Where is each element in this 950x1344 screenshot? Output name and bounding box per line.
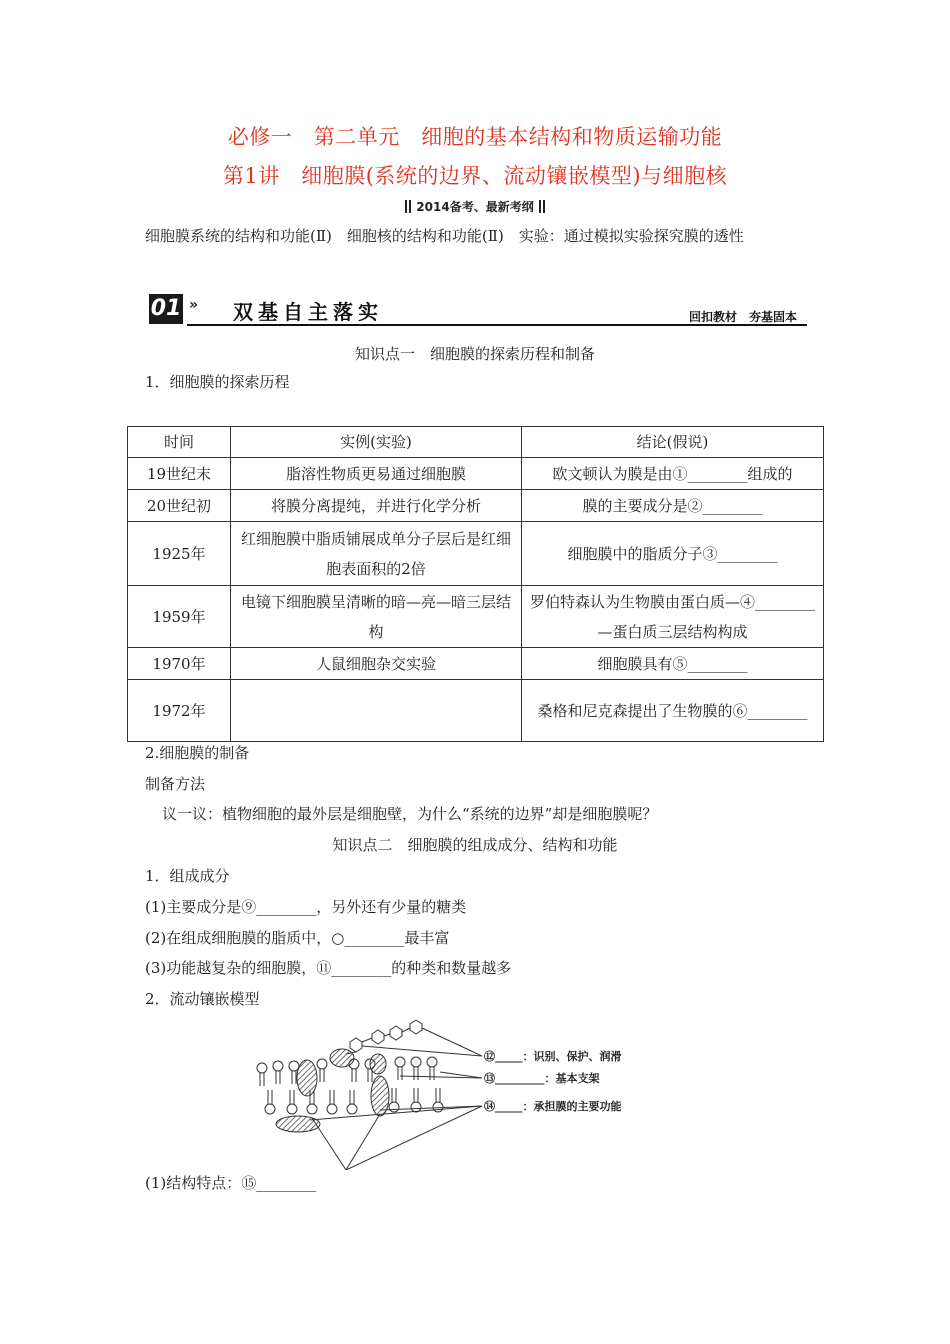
- cell-example: 将膜分离提纯，并进行化学分析: [231, 490, 522, 522]
- label-lipid-bilayer: ⑬_________：基本支架: [484, 1072, 600, 1085]
- cell-example: 脂溶性物质更易通过细胞膜: [231, 458, 522, 490]
- section-number: 01: [149, 294, 183, 324]
- kp2-p3: (3)功能越复杂的细胞膜，⑪________的种类和数量越多: [145, 959, 512, 977]
- section-header: [147, 292, 807, 328]
- cell-conclusion: 膜的主要成分是②________: [522, 490, 824, 522]
- col-header-example: 实例(实验): [231, 427, 522, 458]
- phospholipid-lower-layer: [265, 1088, 443, 1114]
- section-subtitle: 回扣教材 夯基固本: [688, 310, 797, 324]
- fluid-mosaic-diagram: [250, 1020, 650, 1170]
- kp2-item2: 2．流动镶嵌模型: [145, 990, 260, 1008]
- kp2-p4: (1)结构特点：⑮________: [145, 1174, 317, 1192]
- page-title: 必修一 第二单元 细胞的基本结构和物质运输功能: [227, 125, 723, 149]
- cell-example: 电镜下细胞膜呈清晰的暗—亮—暗三层结构: [231, 586, 522, 648]
- cell-time: 1925年: [128, 522, 231, 586]
- double-arrow-icon: »: [189, 297, 199, 313]
- cell-conclusion: 罗伯特森认为生物膜由蛋白质—④________—蛋白质三层结构构成: [522, 586, 824, 648]
- kp2-item1: 1．组成成分: [145, 867, 230, 885]
- cell-time: 19世纪末: [128, 458, 231, 490]
- table-row: [128, 586, 824, 648]
- kp1-heading: 知识点一 细胞膜的探索历程和制备: [354, 345, 595, 363]
- cell-example: 红细胞膜中脂质铺展成单分子层后是红细胞表面积的2倍: [231, 522, 522, 586]
- cell-time: 1959年: [128, 586, 231, 648]
- label-glycoprotein: ⑫_____：识别、保护、润滑: [484, 1050, 622, 1063]
- lesson-title: 第1讲 细胞膜(系统的边界、流动镶嵌模型)与细胞核: [222, 164, 728, 188]
- cell-conclusion: 桑格和尼克森提出了生物膜的⑥________: [522, 680, 824, 742]
- history-table: [127, 426, 824, 742]
- cell-conclusion: 细胞膜中的脂质分子③________: [522, 522, 824, 586]
- section-title: 双基自主落实: [233, 300, 383, 324]
- kp2-p2: (2)在组成细胞膜的脂质中，○________最丰富: [145, 929, 450, 947]
- cell-example: [231, 680, 522, 742]
- exam-outline-badge: [0, 198, 950, 215]
- label-protein: ⑭_____：承担膜的主要功能: [484, 1100, 622, 1113]
- kp1-item1: 1．细胞膜的探索历程: [145, 373, 290, 391]
- cell-time: 20世纪初: [128, 490, 231, 522]
- discussion-text: 议一议：植物细胞的最外层是细胞壁，为什么“系统的边界”却是细胞膜呢？: [162, 805, 658, 823]
- table-header-row: [128, 427, 824, 458]
- cell-time: 1970年: [128, 648, 231, 680]
- membrane-illustration: [250, 1020, 650, 1170]
- section-rule: [187, 324, 807, 326]
- cell-example: 人鼠细胞杂交实验: [231, 648, 522, 680]
- cell-conclusion: 欧文顿认为膜是由①________组成的: [522, 458, 824, 490]
- kp2-p1: (1)主要成分是⑨________，另外还有少量的糖类: [145, 898, 467, 916]
- cell-conclusion: 细胞膜具有⑤________: [522, 648, 824, 680]
- table-row: [128, 490, 824, 522]
- table-row: [128, 458, 824, 490]
- col-header-time: 时间: [128, 427, 231, 458]
- glycoprotein-chain: [346, 1020, 422, 1054]
- kp1-item2-sub: 制备方法: [145, 775, 206, 793]
- cell-time: 1972年: [128, 680, 231, 742]
- diagram-labels: [484, 1049, 622, 1113]
- kp1-item2: 2.细胞膜的制备: [145, 744, 250, 762]
- kp2-heading: 知识点二 细胞膜的组成成分、结构和功能: [332, 836, 618, 854]
- table-row: [128, 648, 824, 680]
- col-header-conclusion: 结论(假说): [522, 427, 824, 458]
- table-row: [128, 680, 824, 742]
- badge-label: 2014备考、最新考纲: [416, 200, 534, 214]
- outline-text: 细胞膜系统的结构和功能(Ⅱ) 细胞核的结构和功能(Ⅱ) 实验：通过模拟实验探究膜的透性: [145, 227, 744, 245]
- table-row: [128, 522, 824, 586]
